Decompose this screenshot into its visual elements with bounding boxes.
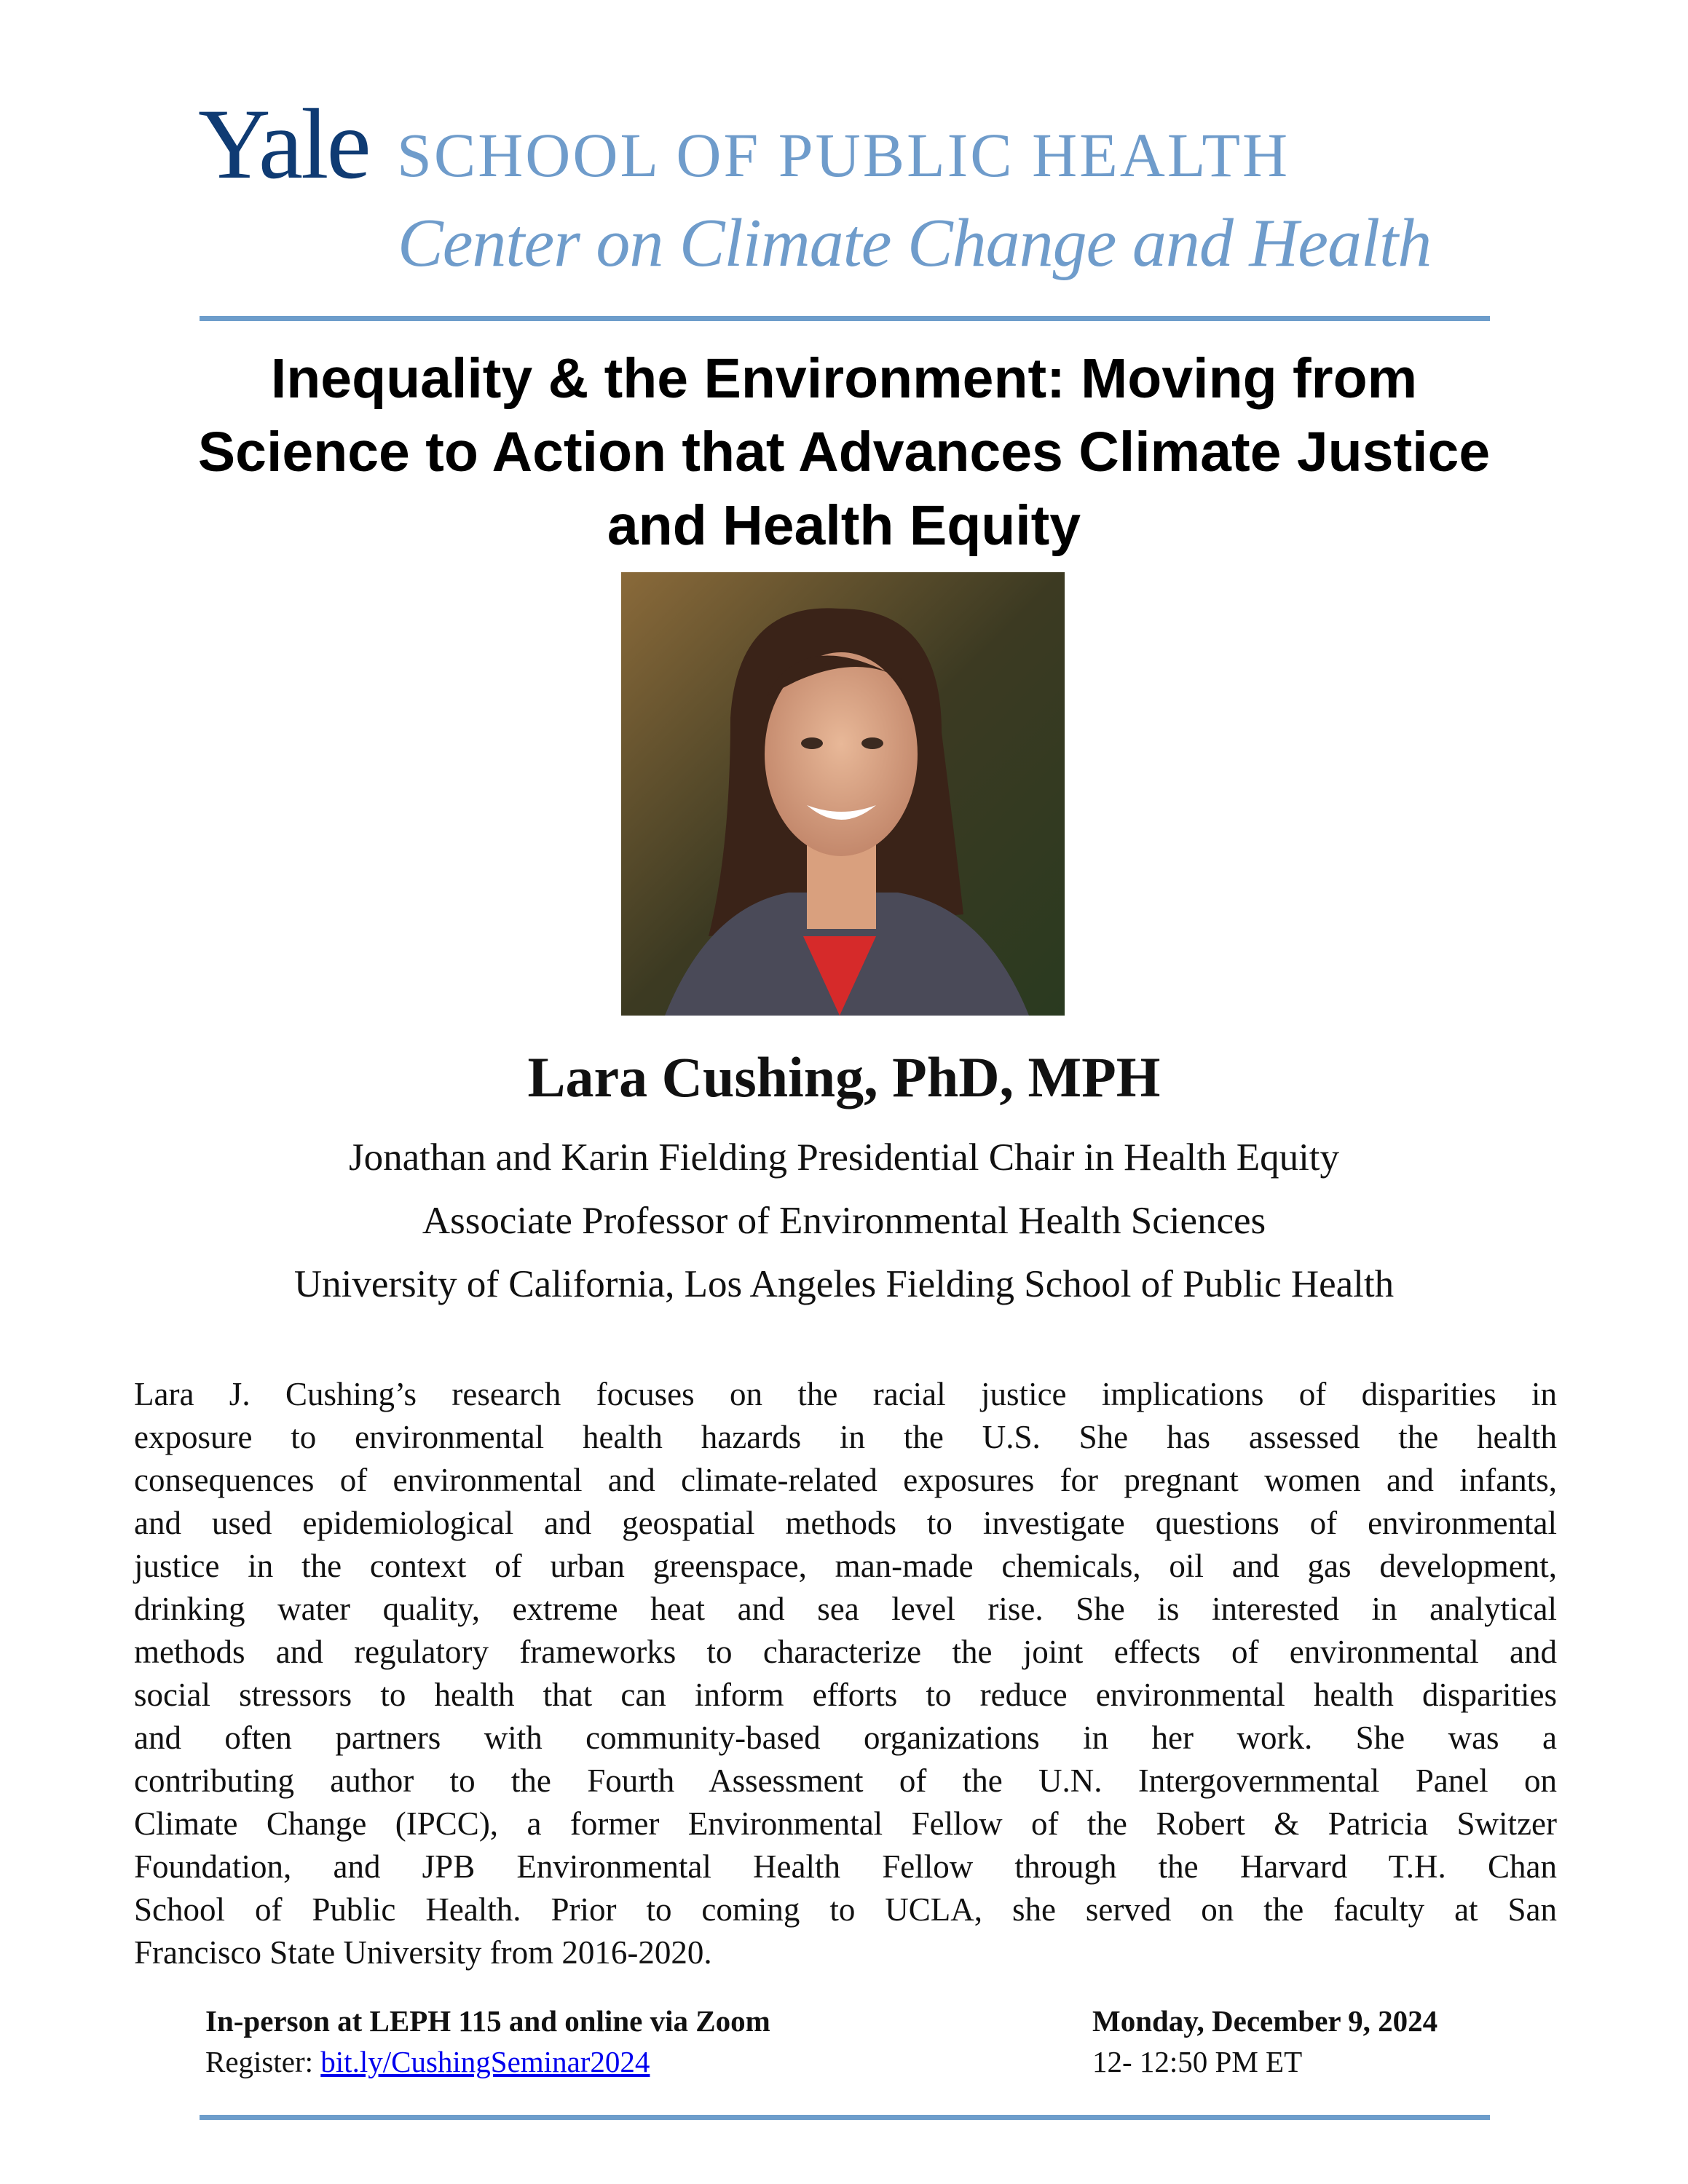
speaker-name: Lara Cushing, PhD, MPH xyxy=(527,1045,1161,1109)
bottom-divider xyxy=(200,2115,1490,2120)
bio-line: Francisco State University from 2016-2020. xyxy=(134,1934,712,1971)
speaker-photo xyxy=(621,572,1065,1016)
bio-line: methods and regulatory frameworks to characterize the joint effects of environmental and xyxy=(134,1634,1557,1670)
speaker-affiliation: Associate Professor of Environmental Health Sciences xyxy=(422,1200,1266,1242)
speaker-affiliation: Jonathan and Karin Fielding Presidential Chair in Health Equity xyxy=(348,1136,1340,1179)
yale-wordmark: Yale xyxy=(198,88,369,199)
event-time: 12- 12:50 PM ET xyxy=(1092,2045,1303,2078)
speaker-affiliation: University of California, Los Angeles Fielding School of Public Health xyxy=(293,1263,1395,1305)
bio-line: Foundation, and JPB Environmental Health Fellow through the Harvard T.H. Chan xyxy=(134,1848,1557,1885)
event-location: In-person at LEPH 115 and online via Zoom xyxy=(205,2004,770,2038)
title-line: Science to Action that Advances Climate Justice xyxy=(197,421,1491,483)
bio-line: Lara J. Cushing’s research focuses on the racial justice implications of disparities in xyxy=(134,1376,1557,1412)
bio-line: social stressors to health that can inform efforts to reduce environmental health disparities xyxy=(134,1677,1557,1713)
bio-line: School of Public Health. Prior to coming to UCLA, she served on the faculty at San xyxy=(134,1891,1557,1928)
bio-line: and used epidemiological and geospatial methods to investigate questions of environmental xyxy=(134,1505,1557,1541)
bio-line: Climate Change (IPCC), a former Environmental Fellow of the Robert & Patricia Switzer xyxy=(134,1805,1557,1842)
bio-line: contributing author to the Fourth Assessment of the U.N. Intergovernmental Panel on xyxy=(134,1762,1557,1799)
speaker-bio xyxy=(134,1373,1557,1974)
bio-line: and often partners with community-based organizations in her work. She was a xyxy=(134,1720,1557,1756)
title-line: Inequality & the Environment: Moving from xyxy=(270,347,1418,410)
bio-line: exposure to environmental health hazards in the U.S. She has assessed the health xyxy=(134,1419,1557,1455)
school-name: SCHOOL OF PUBLIC HEALTH xyxy=(397,120,1290,190)
register-label: Register: xyxy=(205,2045,321,2078)
top-divider xyxy=(200,316,1490,321)
register-link[interactable]: bit.ly/CushingSeminar2024 xyxy=(320,2045,650,2078)
title-line: and Health Equity xyxy=(607,494,1081,557)
event-title xyxy=(73,342,1615,563)
bio-line: drinking water quality, extreme heat and sea level rise. She is interested in analytical xyxy=(134,1591,1557,1627)
bio-line: justice in the context of urban greenspace, man-made chemicals, oil and gas development, xyxy=(134,1548,1557,1584)
event-date: Monday, December 9, 2024 xyxy=(1092,2004,1438,2038)
center-name: Center on Climate Change and Health xyxy=(398,205,1432,281)
bio-line: consequences of environmental and climate-related exposures for pregnant women and infants, xyxy=(134,1462,1557,1498)
register-line xyxy=(205,2044,650,2079)
